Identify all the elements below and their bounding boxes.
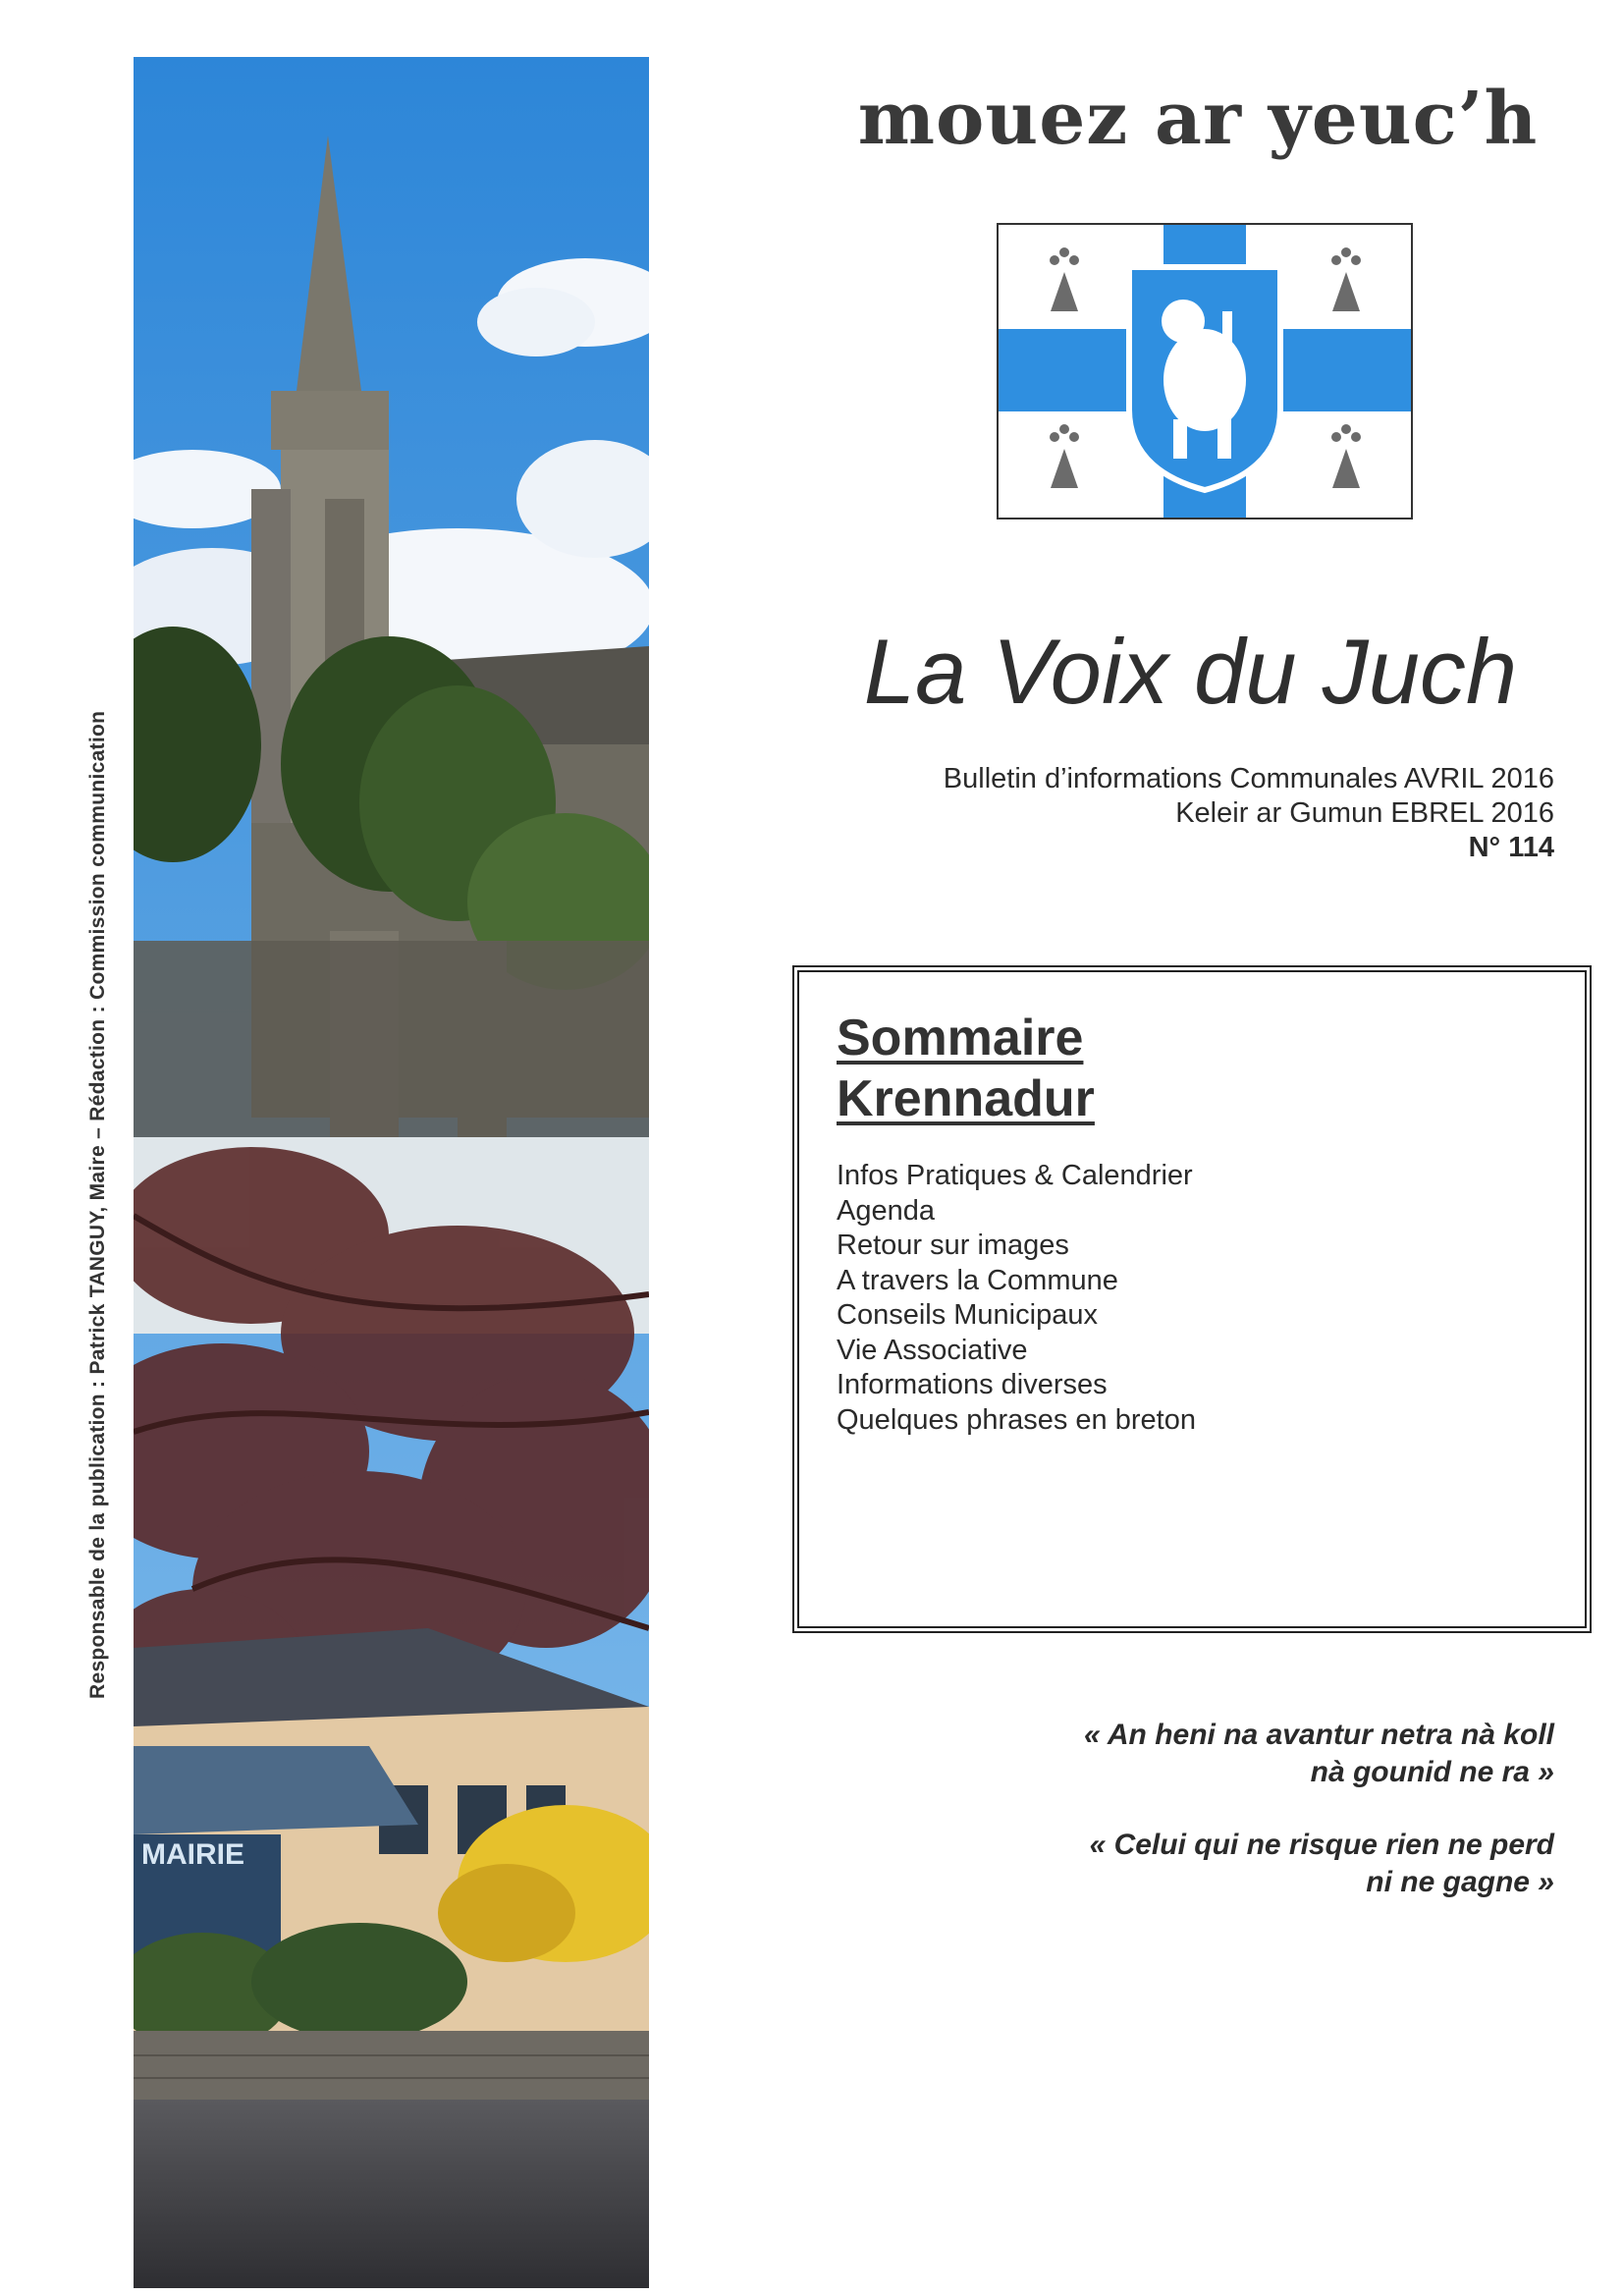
bulletin-line-br: Keleir ar Gumun EBREL 2016	[1175, 797, 1554, 829]
toc-heading	[837, 1008, 1095, 1129]
toc-item: Retour sur images	[837, 1230, 1069, 1261]
toc-list	[837, 1159, 1196, 1438]
french-proverb-line2: ni ne gagne »	[1366, 1866, 1554, 1898]
breton-proverb	[1084, 1717, 1554, 1791]
publication-subtitle: La Voix du Juch	[863, 620, 1518, 723]
cover-photo	[134, 57, 649, 2288]
issue-number: N° 114	[1468, 832, 1554, 863]
publication-credit: Responsable de la publication : Patrick TANGUY, Maire – Rédaction : Commission communication	[86, 710, 109, 1699]
toc-item: Vie Associative	[837, 1334, 1028, 1366]
toc-title-br: Krennadur	[837, 1070, 1095, 1127]
bulletin-info	[944, 762, 1554, 865]
toc-item: Informations diverses	[837, 1369, 1108, 1400]
toc-item: Agenda	[837, 1194, 935, 1227]
french-proverb-line1: « Celui qui ne risque rien ne perd	[1089, 1829, 1554, 1861]
breton-proverb-line2: nà gounid ne ra »	[1310, 1756, 1554, 1788]
masthead-title: mouez ar yeuc’h	[857, 77, 1539, 161]
proverb-quotes	[1084, 1717, 1554, 1937]
toc-item: Conseils Municipaux	[837, 1299, 1098, 1331]
toc-title-fr: Sommaire	[837, 1010, 1084, 1066]
toc-item: A travers la Commune	[837, 1264, 1118, 1296]
toc-item: Quelques phrases en breton	[837, 1403, 1196, 1436]
french-proverb	[1084, 1827, 1554, 1901]
toc-item: Infos Pratiques & Calendrier	[837, 1160, 1193, 1191]
commune-flag	[997, 223, 1413, 519]
table-of-contents	[797, 970, 1587, 1628]
breton-proverb-line1: « An heni na avantur netra nà koll	[1083, 1719, 1554, 1751]
bulletin-line-fr: Bulletin d’informations Communales AVRIL 2016	[943, 763, 1554, 794]
mairie-sign: MAIRIE	[141, 1838, 244, 1871]
